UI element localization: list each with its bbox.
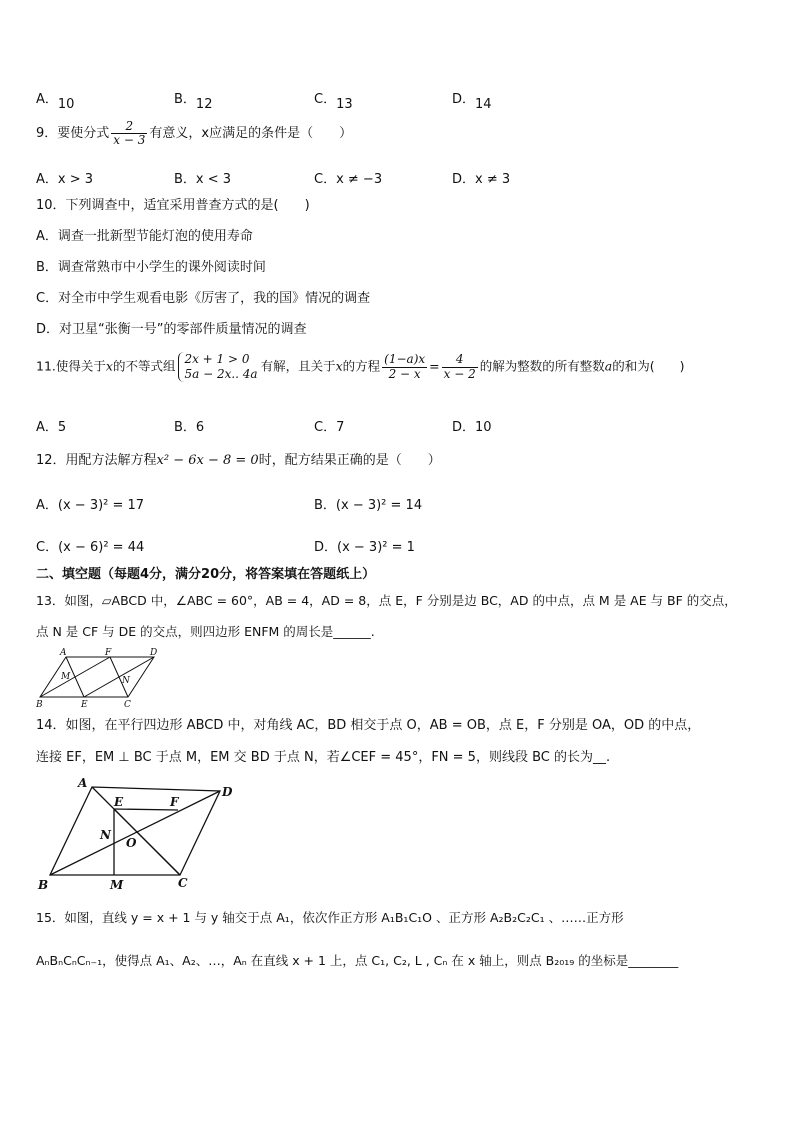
q13-label-e: E	[81, 700, 88, 709]
q11-option-a: A．5	[36, 420, 67, 435]
q14-label-n: N	[100, 828, 111, 842]
q11-right-fraction: $\frac{4}{x - 2}$	[443, 352, 476, 381]
q11-stem: 11.使得关于x的不等式组 2x + 1 > 0 5a − 2x.. 4a 有解，且关于x的方程 $\frac{(1-a)x}{2 - x}$ = $\frac{4}{x - 2}$ 的解为整数的所有整数a的和为( )	[36, 352, 685, 381]
q9-option-a: A．x > 3	[36, 172, 94, 187]
q14-figure	[34, 775, 240, 895]
q13-line1: 13．如图，▱ABCD 中，∠ABC = 60°，AB = 4，AD = 8，点 E，F 分别是边 BC，AD 的中点，点 M 是 AE 与 BF 的交点，	[36, 593, 737, 608]
q11-option-d: D．10	[452, 420, 492, 435]
q13-line2: 点 N 是 CF 与 DE 的交点，则四边形 ENFM 的周长是______.	[36, 624, 375, 639]
q14-label-e: E	[114, 795, 124, 809]
q12-option-c: C．(x − 6)² = 44	[36, 540, 145, 555]
q12-option-a: A．(x − 3)² = 17	[36, 498, 145, 513]
q9-option-c: C．x ≠ −3	[314, 172, 383, 187]
q15-line1: 15．如图，直线 y = x + 1 与 y 轴交于点 A₁，依次作正方形 A₁B₁C₁O 、正方形 A₂B₂C₂C₁ 、……正方形	[36, 910, 624, 925]
q13-label-a: A	[60, 648, 67, 658]
q10-option-a: A．调查一批新型节能灯泡的使用寿命	[36, 229, 253, 244]
q14-label-m: M	[110, 878, 124, 892]
q13-label-b: B	[36, 700, 43, 709]
q9-option-b: B．x < 3	[174, 172, 232, 187]
q10-option-b: B．调查常熟市中小学生的课外阅读时间	[36, 260, 266, 275]
q14-label-c: C	[178, 876, 188, 890]
q13-label-n: N	[122, 676, 130, 686]
q8-option-a: A．10	[36, 92, 75, 112]
q14-label-d: D	[222, 785, 233, 799]
q13-figure	[34, 645, 164, 709]
q11-inequality-system: 2x + 1 > 0 5a − 2x.. 4a	[178, 352, 257, 382]
q11-option-b: B．6	[174, 420, 205, 435]
q14-line2: 连接 EF，EM ⊥ BC 于点 M，EM 交 BD 于点 N，若∠CEF = 45°，FN = 5，则线段 BC 的长为__.	[36, 750, 611, 765]
q9-option-d: D．x ≠ 3	[452, 172, 511, 187]
q10-option-d: D．对卫星“张衡一号”的零部件质量情况的调查	[36, 322, 307, 337]
q11-left-fraction: $\frac{(1-a)x}{2 - x}$	[384, 352, 426, 381]
q10-stem: 10．下列调查中，适宜采用普查方式的是( )	[36, 198, 310, 213]
q13-label-d: D	[150, 648, 158, 658]
q14-line1: 14．如图，在平行四边形 ABCD 中，对角线 AC，BD 相交于点 O，AB = OB，点 E，F 分别是 OA，OD 的中点，	[36, 718, 701, 733]
q12-stem: 12．用配方法解方程x² − 6x − 8 = 0时，配方结果正确的是（ ）	[36, 453, 441, 468]
q8-option-b: B．12	[174, 92, 213, 112]
q12-option-b: B．(x − 3)² = 14	[314, 498, 423, 513]
section-title-fill-in: 二、填空题（每题4分，满分20分，将答案填在答题纸上）	[36, 567, 376, 582]
q13-label-m: M	[61, 672, 71, 682]
q14-label-b: B	[38, 878, 49, 892]
q8-option-d: D．14	[452, 92, 492, 112]
q9-stem: 9．要使分式 $\frac{2}{x - 3}$ 有意义，x应满足的条件是（ ）	[36, 119, 353, 148]
q8-option-c: C．13	[314, 92, 353, 112]
q14-label-a: A	[78, 776, 88, 790]
q12-option-d: D．(x − 3)² = 1	[314, 540, 415, 555]
q10-option-c: C．对全市中学生观看电影《厉害了，我的国》情况的调查	[36, 291, 371, 306]
q9-fraction: $\frac{2}{x - 3}$	[113, 119, 146, 148]
q15-line2: AₙBₙCₙCₙ₋₁，使得点 A₁、A₂、…，Aₙ 在直线 x + 1 上，点 C₁, C₂, L , Cₙ 在 x 轴上，则点 B₂₀₁₉ 的坐标是________	[36, 953, 679, 968]
q13-label-f: F	[105, 648, 112, 658]
q14-label-o: O	[126, 836, 137, 850]
q14-label-f: F	[170, 795, 179, 809]
q11-option-c: C．7	[314, 420, 345, 435]
q13-label-c: C	[124, 700, 131, 709]
